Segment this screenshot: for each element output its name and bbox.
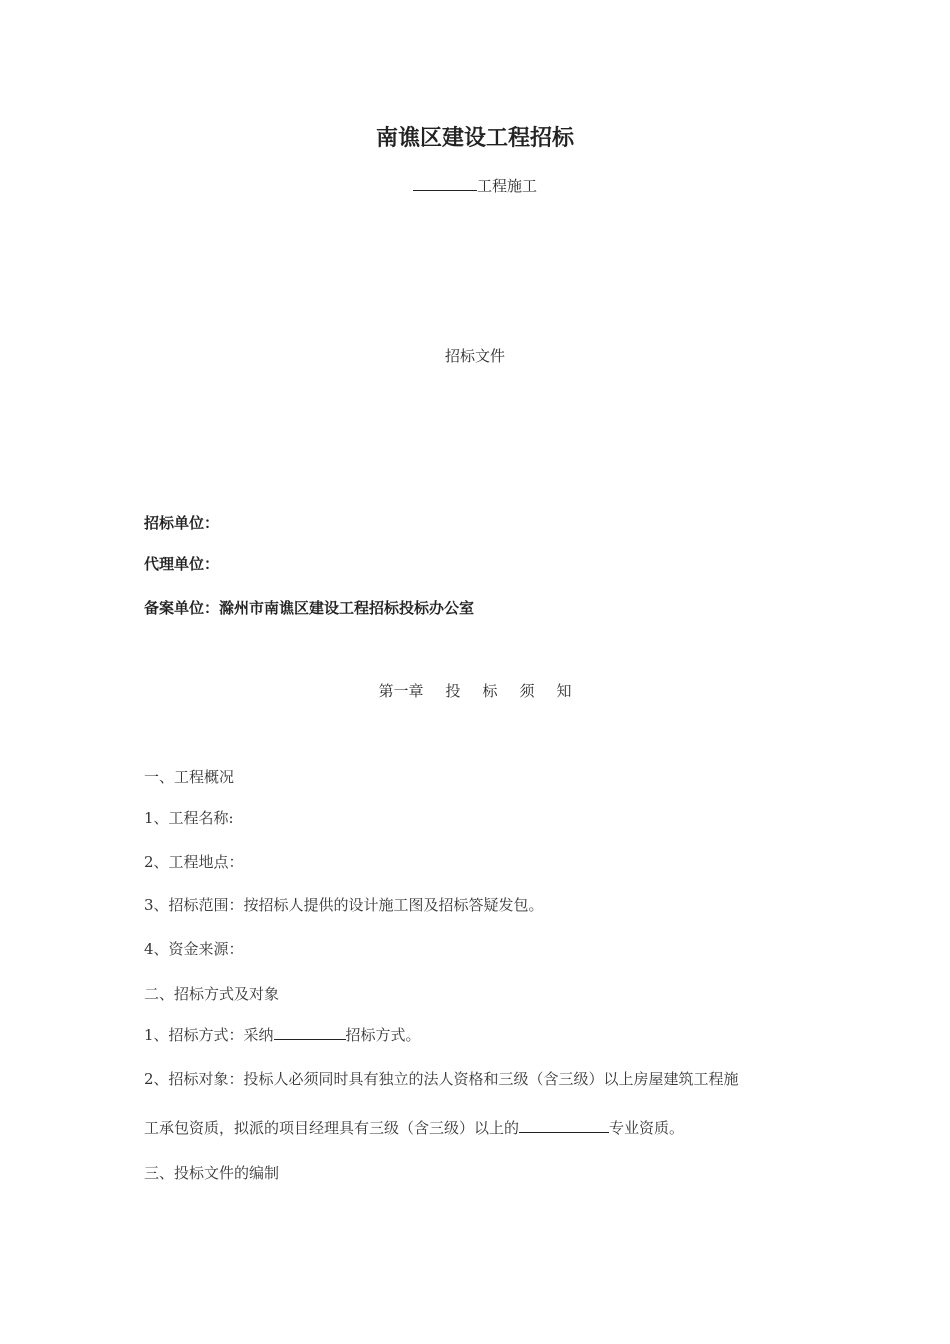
document-title: 南谯区建设工程招标	[375, 126, 574, 151]
qualification-blank	[519, 1118, 609, 1133]
agent-unit-label: 代理单位：	[144, 555, 220, 573]
chapter-char: 知	[556, 682, 572, 700]
filing-unit-label: 备案单位：	[144, 599, 220, 617]
tender-method-blank	[274, 1025, 346, 1040]
tender-unit-label: 招标单位：	[144, 514, 220, 532]
list-item-continuation	[144, 1117, 684, 1138]
filing-unit	[144, 597, 474, 618]
chapter-char: 投	[445, 682, 461, 700]
list-item	[144, 1024, 421, 1045]
project-name-blank	[413, 176, 477, 191]
qualification-prefix: 工承包资质，拟派的项目经理具有三级（含三级）以上的	[144, 1119, 520, 1137]
list-item: 2、工程地点：	[144, 853, 244, 871]
list-item: 1、工程名称:	[144, 809, 234, 827]
chapter-char: 标	[482, 682, 498, 700]
chapter-prefix: 第一章	[378, 682, 424, 700]
filing-unit-value: 滁州市南谯区建设工程招标投标办公室	[219, 599, 475, 617]
subtitle-suffix: 工程施工	[476, 177, 537, 195]
section-heading: 二、招标方式及对象	[144, 985, 280, 1003]
list-item: 2、招标对象：投标人必须同时具有独立的法人资格和三级（含三级）以上房屋建筑工程施	[144, 1070, 739, 1088]
qualification-suffix: 专业资质。	[609, 1119, 685, 1137]
tender-method-prefix: 1、招标方式：采纳	[144, 1026, 274, 1044]
chapter-char: 须	[519, 682, 535, 700]
project-subtitle	[0, 175, 950, 196]
list-item: 4、资金来源：	[144, 940, 244, 958]
document-type: 招标文件	[444, 347, 505, 365]
tender-method-suffix: 招标方式。	[345, 1026, 421, 1044]
chapter-heading	[0, 680, 950, 701]
section-heading: 一、工程概况	[144, 768, 235, 786]
list-item: 3、招标范围：按招标人提供的设计施工图及招标答疑发包。	[144, 896, 544, 914]
section-heading: 三、投标文件的编制	[144, 1164, 280, 1182]
